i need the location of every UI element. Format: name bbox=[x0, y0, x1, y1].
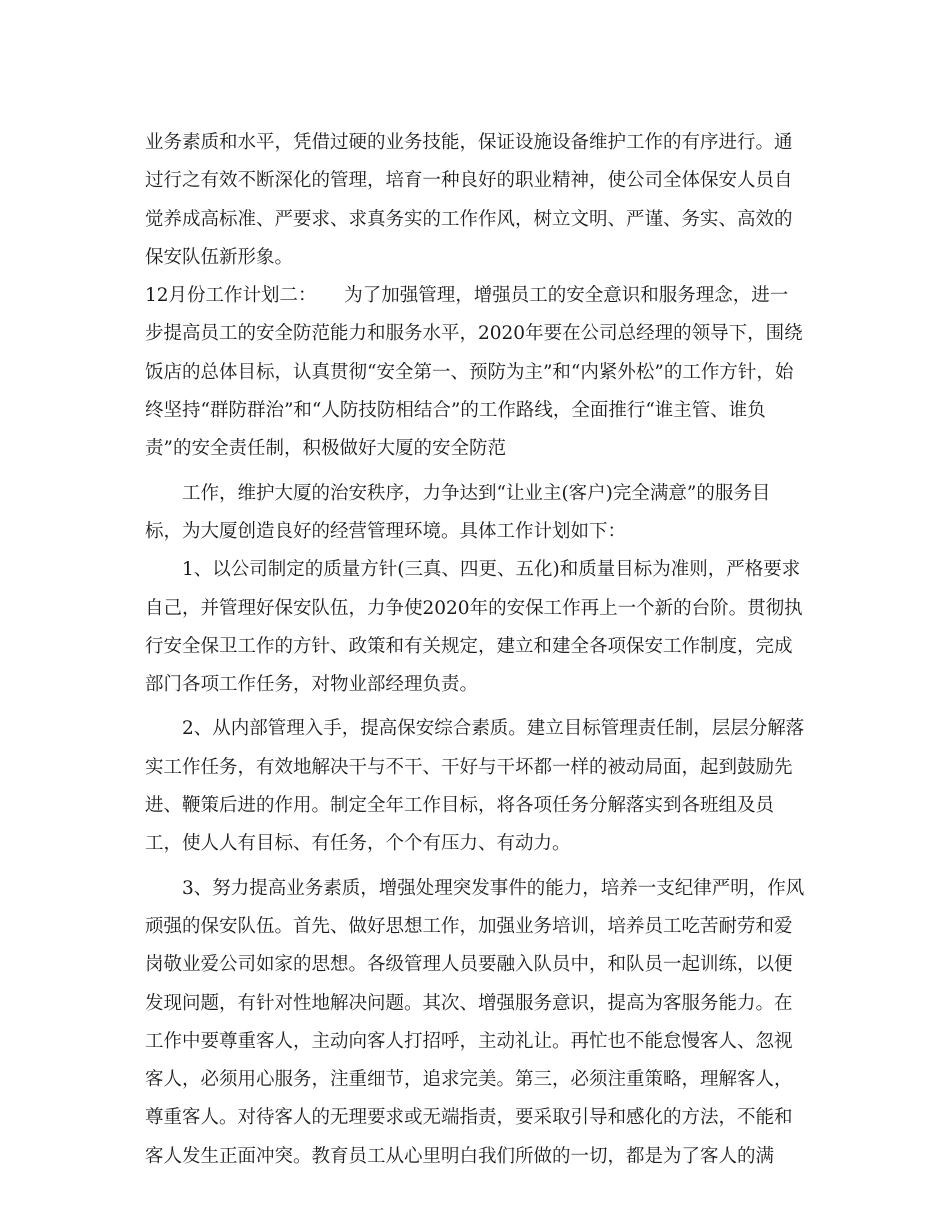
text-line: 终坚持“群防群治”和“人防技防相结合”的工作路线，全面推行“谁主管、谁负 bbox=[145, 400, 766, 422]
text-line: 标，为大厦创造良好的经营管理环境。具体工作计划如下： bbox=[145, 520, 627, 542]
text-line: 1、以公司制定的质量方针(三真、四更、五化)和质量目标为准则，严格要求 bbox=[182, 559, 801, 581]
text-line: 顽强的保安队伍。首先、做好思想工作，加强业务培训，培养员工吃苦耐劳和爱 bbox=[145, 915, 793, 937]
document-body bbox=[145, 124, 810, 1176]
text-line: 尊重客人。对待客人的无理要求或无端指责，要采取引导和感化的方法，不能和 bbox=[145, 1107, 793, 1129]
text-line: 责”的安全责任制，积极做好大厦的安全防范 bbox=[145, 438, 506, 460]
text-line: 发现问题，有针对性地解决问题。其次、增强服务意识，提高为客服务能力。在 bbox=[145, 992, 793, 1014]
text-line: 客人发生正面冲突。教育员工从心里明白我们所做的一切，都是为了客人的满 bbox=[145, 1145, 775, 1167]
text-line: 行安全保卫工作的方针、政策和有关规定，建立和建全各项保安工作制度，完成 bbox=[145, 635, 793, 657]
text-line: 业务素质和水平，凭借过硬的业务技能，保证设施设备维护工作的有序进行。通 bbox=[145, 132, 793, 153]
text-line: 客人，必须用心服务，注重细节，追求完美。第三，必须注重策略，理解客人， bbox=[145, 1069, 793, 1091]
text-line: 进、鞭策后进的作用。制定全年工作目标，将各项任务分解落实到各班组及员 bbox=[145, 795, 775, 817]
text-line: 岗敬业爱公司如家的思想。各级管理人员要融入队员中，和队员一起训练，以便 bbox=[145, 954, 793, 976]
text-line: 饭店的总体目标，认真贯彻“安全第一、预防为主”和“内紧外松”的工作方针，始 bbox=[145, 361, 794, 383]
text-line: 过行之有效不断深化的管理，培育一种良好的职业精神，使公司全体保安人员自 bbox=[145, 170, 793, 192]
text-line: 12月份工作计划二： 为了加强管理，增强员工的安全意识和服务理念，进一 bbox=[145, 285, 789, 307]
text-line: 3、努力提高业务素质，增强处理突发事件的能力，培养一支纪律严明，作风 bbox=[182, 877, 805, 899]
text-line: 部门各项工作任务，对物业部经理负责。 bbox=[145, 674, 479, 696]
text-line: 自己，并管理好保安队伍，力争使2020年的安保工作再上一个新的台阶。贯彻执 bbox=[145, 597, 803, 619]
text-line: 觉养成高标准、严要求、求真务实的工作作风，树立文明、严谨、务实、高效的 bbox=[145, 208, 793, 230]
text-line: 保安队伍新形象。 bbox=[145, 246, 294, 268]
text-line: 2、从内部管理入手，提高保安综合素质。建立目标管理责任制，层层分解落 bbox=[182, 718, 805, 740]
text-line: 工，使人人有目标、有任务，个个有压力、有动力。 bbox=[145, 833, 571, 855]
text-line: 工作，维护大厦的治安秩序，力争达到“让业主(客户)完全满意”的服务目 bbox=[182, 482, 771, 504]
text-line: 实工作任务，有效地解决干与不干、干好与干坏都一样的被动局面，起到鼓励先 bbox=[145, 756, 793, 778]
text-line: 工作中要尊重客人，主动向客人打招呼，主动礼让。再忙也不能怠慢客人、忽视 bbox=[145, 1030, 793, 1052]
text-line: 步提高员工的安全防范能力和服务水平，2020年要在公司总经理的领导下，围绕 bbox=[145, 323, 803, 345]
